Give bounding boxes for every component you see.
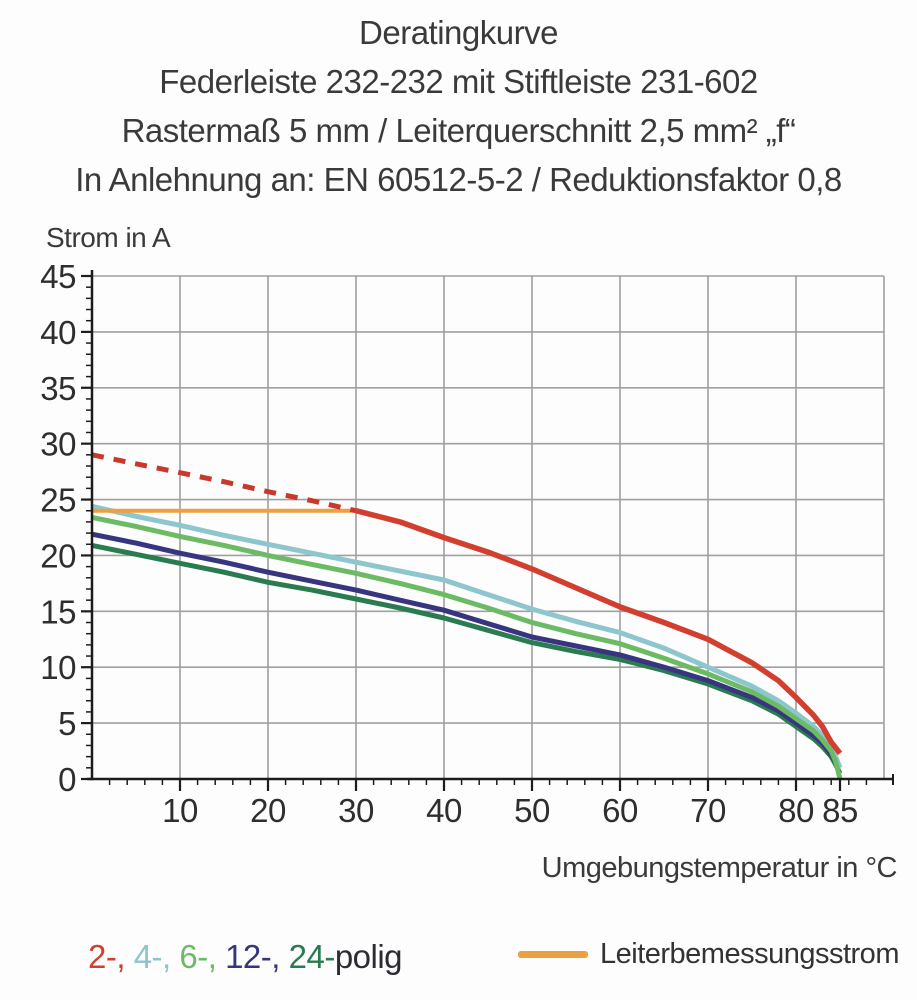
curve-2-polig (gestrichelt) [92,455,356,511]
legend-pole-24-polig: 24- [288,938,335,975]
x-tick-label-10: 10 [162,792,198,829]
x-tick-label-50: 50 [514,792,550,829]
x-tick-label-20: 20 [250,792,286,829]
chart-subtitle-spec: Rastermaß 5 mm / Leiterquerschnitt 2,5 mm² „f“ [121,112,796,149]
y-tick-label-40: 40 [40,313,76,351]
y-tick-label-0: 0 [58,761,76,798]
y-tick-label-15: 15 [40,593,76,631]
x-axis-title: Umgebungstemperatur in °C [541,852,897,884]
y-tick-label-10: 10 [40,649,76,687]
curve-2-polig [356,511,840,754]
legend-pole-12-polig: 12-, [225,938,289,975]
legend-pole-4-polig: 4-, [133,938,180,975]
rated-current-label: Leiterbemessungsstrom [600,938,899,970]
legend-pole-counts [88,938,402,976]
x-tick-label-85: 85 [822,792,858,829]
rated-current-line-swatch [518,951,588,958]
y-tick-label-45: 45 [40,258,76,295]
legend-pole-suffix: polig [334,938,403,975]
curve-24-polig [92,545,840,773]
legend-rated-current [518,938,899,971]
x-tick-label-30: 30 [338,792,374,829]
chart-subtitle-norm: In Anlehnung an: EN 60512-5-2 / Reduktionsfaktor 0,8 [75,161,842,198]
y-tick-label-25: 25 [40,481,76,519]
x-tick-label-60: 60 [602,792,638,829]
y-tick-label-30: 30 [40,425,76,463]
legend-pole-2-polig: 2-, [88,938,134,975]
chart-title: Deratingkurve [359,14,558,51]
y-tick-label-35: 35 [40,369,76,407]
chart-subtitle-product: Federleiste 232-232 mit Stiftleiste 231-602 [159,63,758,100]
y-tick-label-5: 5 [58,705,76,743]
x-tick-label-40: 40 [426,792,462,829]
x-tick-label-80: 80 [778,792,814,829]
legend-pole-6-polig: 6-, [179,938,226,975]
y-tick-label-20: 20 [40,537,76,575]
y-axis-title: Strom in A [46,222,171,253]
x-tick-label-70: 70 [690,792,726,829]
